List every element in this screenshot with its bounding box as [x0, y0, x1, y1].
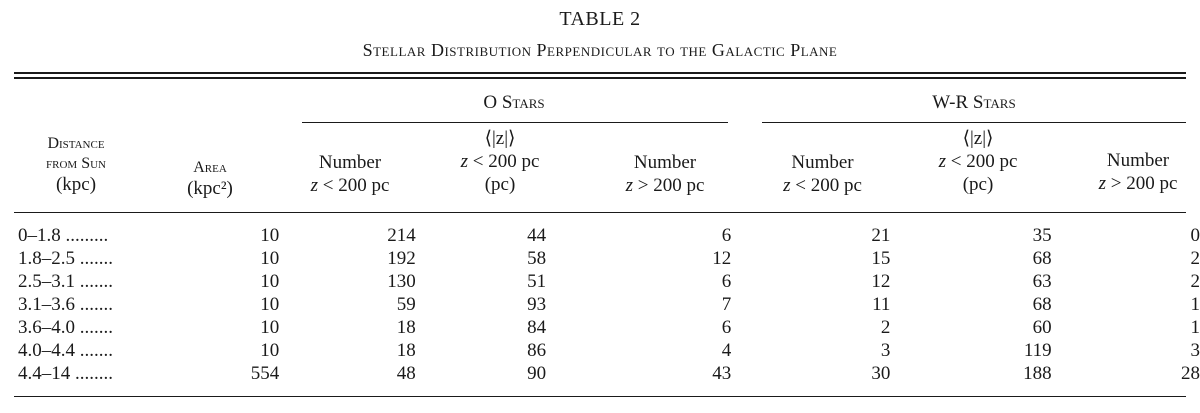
- cell-o-mean-z: 84: [527, 317, 547, 338]
- cell-wr-num-lt: 3: [880, 340, 891, 361]
- cell-o-num-gt: 6: [721, 271, 732, 292]
- cell-area: 10: [260, 294, 280, 315]
- cell-wr-num-lt: 11: [872, 294, 891, 315]
- top-rule-1: [14, 72, 1186, 74]
- cell-o-num-gt: 6: [721, 225, 732, 246]
- header-o-number-gt-line2: z > 200 pc: [625, 174, 705, 196]
- cell-o-num-lt: 214: [387, 225, 416, 246]
- table-caption: Stellar Distribution Perpendicular to the Galactic Plane: [362, 40, 838, 60]
- cell-wr-mean-z: 35: [1032, 225, 1052, 246]
- cell-wr-num-lt: 30: [871, 363, 891, 384]
- cell-wr-num-gt: 2: [1190, 271, 1200, 292]
- table-row: [18, 339, 1200, 362]
- cell-o-num-lt: 130: [387, 271, 416, 292]
- header-wr-mean-z: [918, 128, 1038, 196]
- cell-o-num-gt: 4: [721, 340, 732, 361]
- group-header-o-stars: O Stars: [483, 92, 545, 113]
- cell-wr-num-gt: 0: [1190, 225, 1200, 246]
- cell-o-num-lt: 48: [396, 363, 416, 384]
- cell-wr-mean-z: 68: [1032, 294, 1052, 315]
- cell-o-num-gt: 43: [712, 363, 732, 384]
- table-row: [18, 224, 1200, 247]
- cell-o-mean-z: 58: [527, 248, 547, 269]
- cell-area: 10: [260, 225, 280, 246]
- header-wr-number-lt-line2: z < 200 pc: [783, 174, 862, 196]
- header-wr-mean-z-line3: (pc): [962, 173, 994, 195]
- cell-wr-num-gt: 1: [1190, 294, 1200, 315]
- table-row: [18, 247, 1200, 270]
- cell-distance: 0–1.8 .........: [18, 225, 109, 246]
- cell-wr-mean-z: 63: [1032, 271, 1052, 292]
- table-row: [18, 293, 1200, 316]
- cell-distance: 3.6–4.0 .......: [18, 317, 113, 338]
- header-distance: [6, 134, 146, 197]
- header-rule: [14, 212, 1186, 213]
- cell-area: 10: [260, 248, 280, 269]
- cell-distance: 2.5–3.1 .......: [18, 271, 113, 292]
- cell-o-mean-z: 93: [527, 294, 547, 315]
- cell-o-num-gt: 6: [721, 317, 732, 338]
- cell-wr-num-lt: 12: [871, 271, 891, 292]
- cell-wr-num-gt: 2: [1190, 248, 1200, 269]
- cell-distance: 4.0–4.4 .......: [18, 340, 113, 361]
- cell-o-mean-z: 44: [527, 225, 547, 246]
- header-area-line1: Area: [193, 159, 227, 176]
- cell-wr-mean-z: 188: [1023, 363, 1052, 384]
- header-o-number-gt-line1: Number: [633, 152, 697, 173]
- data-table-body: [18, 224, 1200, 385]
- header-o-mean-z-line1: ⟨|z|⟩: [484, 128, 516, 149]
- group-rule-wr-stars: [762, 122, 1186, 123]
- cell-area: 10: [260, 340, 280, 361]
- cell-distance: 4.4–14 ........: [18, 363, 113, 384]
- cell-area: 10: [260, 317, 280, 338]
- cell-o-num-gt: 12: [712, 248, 732, 269]
- header-o-number-gt: [605, 152, 725, 198]
- cell-o-mean-z: 51: [527, 271, 547, 292]
- header-wr-mean-z-line1: ⟨|z|⟩: [962, 128, 994, 149]
- cell-distance: 3.1–3.6 .......: [18, 294, 113, 315]
- group-header-wr-stars: W-R Stars: [932, 92, 1016, 113]
- header-wr-number-lt: [765, 152, 880, 198]
- cell-o-mean-z: 86: [527, 340, 547, 361]
- cell-o-num-lt: 192: [387, 248, 416, 269]
- cell-wr-num-lt: 21: [871, 225, 891, 246]
- header-wr-mean-z-line2: z < 200 pc: [938, 150, 1018, 172]
- header-distance-line1: Distance: [47, 135, 105, 152]
- cell-o-num-lt: 18: [396, 317, 416, 338]
- cell-o-num-gt: 7: [721, 294, 732, 315]
- header-o-number-lt-line2: z < 200 pc: [310, 174, 390, 196]
- cell-wr-num-lt: 15: [871, 248, 891, 269]
- cell-area: 10: [260, 271, 280, 292]
- cell-wr-num-gt: 28: [1181, 363, 1200, 384]
- header-wr-number-gt: [1078, 150, 1198, 196]
- top-rule-2: [14, 77, 1186, 79]
- header-o-mean-z: [440, 128, 560, 196]
- header-distance-line2: from Sun: [46, 155, 106, 172]
- table-title: TABLE 2: [559, 8, 641, 30]
- table-row: [18, 362, 1200, 385]
- header-wr-number-lt-line1: Number: [791, 152, 854, 173]
- group-rule-o-stars: [302, 122, 728, 123]
- header-o-number-lt: [295, 152, 405, 198]
- cell-o-num-lt: 59: [396, 294, 416, 315]
- header-o-number-lt-line1: Number: [318, 152, 382, 173]
- header-wr-number-gt-line2: z > 200 pc: [1098, 172, 1178, 194]
- data-table: [18, 224, 1200, 385]
- header-wr-number-gt-line1: Number: [1106, 150, 1170, 171]
- cell-wr-num-gt: 3: [1190, 340, 1200, 361]
- table-row: [18, 316, 1200, 339]
- cell-wr-num-gt: 1: [1190, 317, 1200, 338]
- header-area: [172, 158, 248, 201]
- header-area-unit: (kpc²): [187, 178, 233, 199]
- cell-distance: 1.8–2.5 .......: [18, 248, 113, 269]
- header-o-mean-z-line2: z < 200 pc: [460, 150, 540, 172]
- cell-wr-num-lt: 2: [880, 317, 891, 338]
- cell-wr-mean-z: 119: [1023, 340, 1052, 361]
- cell-wr-mean-z: 60: [1032, 317, 1052, 338]
- header-distance-unit: (kpc): [55, 174, 97, 195]
- table-row: [18, 270, 1200, 293]
- cell-wr-mean-z: 68: [1032, 248, 1052, 269]
- cell-area: 554: [250, 363, 280, 384]
- header-o-mean-z-line3: (pc): [484, 173, 516, 195]
- cell-o-mean-z: 90: [527, 363, 547, 384]
- cell-o-num-lt: 18: [396, 340, 416, 361]
- bottom-rule: [14, 396, 1186, 397]
